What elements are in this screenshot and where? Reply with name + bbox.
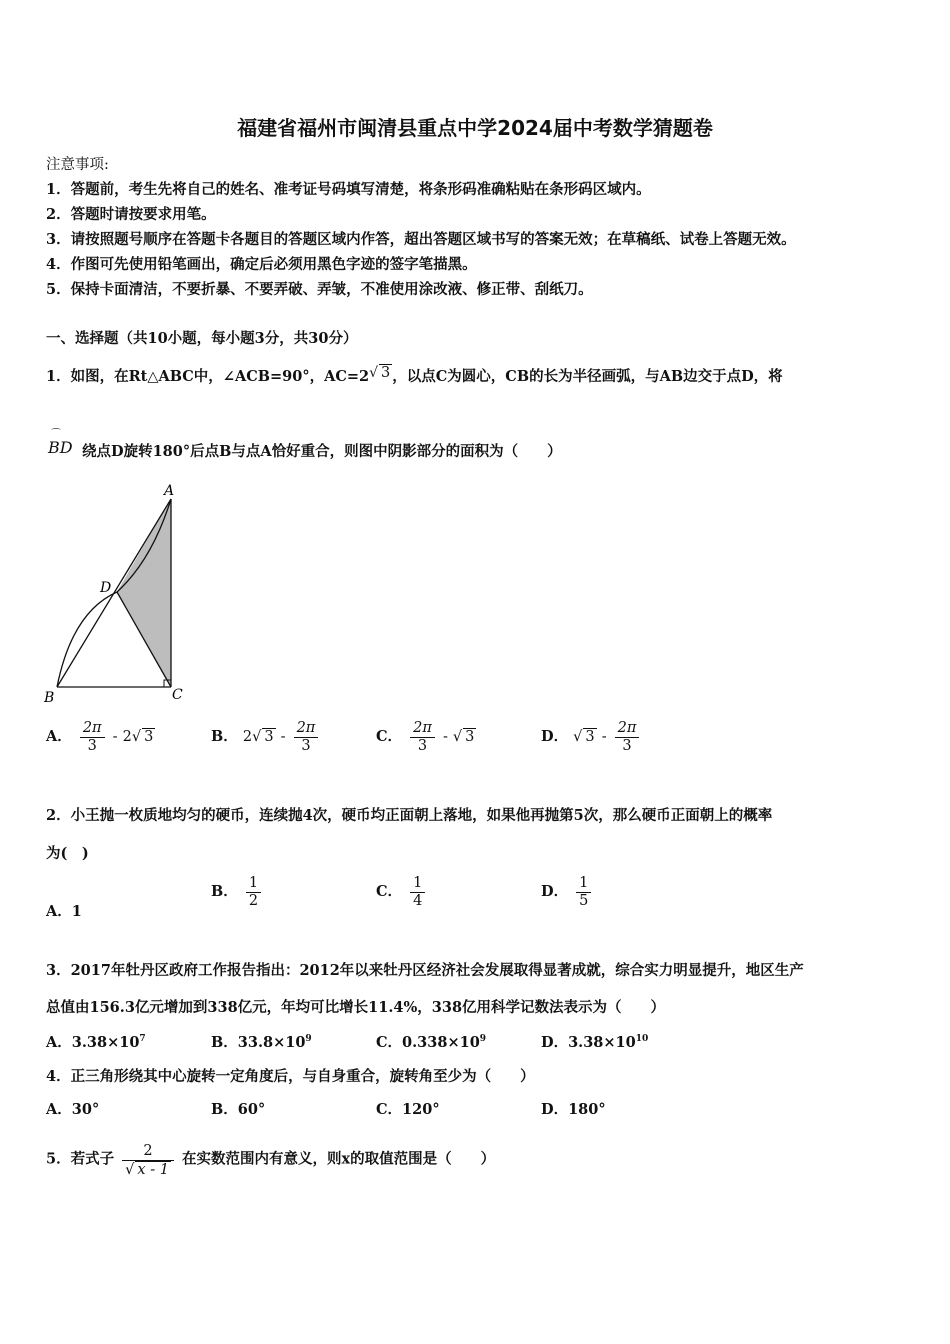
q4-option-c-value: 120°	[402, 1101, 440, 1118]
q2-b-num: 1	[246, 875, 261, 893]
label-a: A	[164, 483, 175, 499]
q3-d-base: 3.38×10	[568, 1034, 636, 1051]
q1-d-rad: 3	[585, 729, 595, 746]
q4-option-b[interactable]	[211, 1098, 265, 1119]
q4-option-a-value: 30°	[71, 1101, 100, 1118]
q1-figure	[40, 482, 200, 707]
label-c: C	[172, 687, 183, 703]
q3-text-line1: 3．2017年牡丹区政府工作报告指出：2012年以来牡丹区经济社会发展取得显著成就，综合实力明显提升，地区生产	[46, 962, 804, 979]
q1-c-num: 2π	[410, 720, 435, 738]
q5-prefix: 5．若式子	[46, 1150, 115, 1168]
q1-a-rad: 3	[144, 729, 154, 746]
q2-text-line1: 2．小王抛一枚质地均匀的硬币，连续抛4次，硬币均正面朝上落地，如果他再抛第5次，那么硬币正面朝上的概率	[46, 807, 773, 824]
q3-a-exp: 7	[139, 1034, 146, 1045]
q1-option-b-label: B．	[211, 728, 238, 746]
note-item-3: 3．请按照题号顺序在答题卡各题目的答题区域内作答，超出答题区域书写的答案无效；在草稿纸、试卷上答题无效。	[46, 231, 796, 248]
q4-option-d-label: D．	[541, 1101, 569, 1118]
q1-option-d-label: D．	[541, 728, 569, 746]
q1-sqrt-value: 3	[381, 365, 391, 381]
q1-option-c[interactable]: C． $\frac{2\pi}{3}$ - √ 3	[376, 720, 475, 754]
q3-option-c-label: C．	[376, 1034, 403, 1051]
q1-c-den: 3	[417, 737, 428, 754]
q3-option-b[interactable]	[211, 1031, 312, 1052]
q1-d-op: -	[601, 729, 607, 746]
q1-a-num: 2π	[80, 720, 105, 738]
q1-arc-label: ⌒ BD	[48, 429, 73, 457]
q1-arc-label-text: BD	[48, 438, 73, 457]
q1-option-c-label: C．	[376, 728, 403, 746]
q2-option-c[interactable]	[376, 875, 428, 909]
q4-option-a-label: A．	[46, 1101, 72, 1118]
q4-option-c[interactable]	[376, 1098, 440, 1119]
notes-heading: 注意事项:	[46, 157, 109, 173]
q5-den: x - 1	[137, 1161, 169, 1178]
q2-option-b[interactable]	[211, 875, 264, 909]
q2-option-a-value: 1	[71, 903, 82, 920]
q2-option-d-label: D．	[541, 883, 569, 901]
q4-option-c-label: C．	[376, 1101, 403, 1118]
section-heading: 一、选择题（共10小题，每小题3分，共30分）	[46, 330, 358, 347]
q1-c-rad: 3	[465, 729, 475, 746]
q4-option-d-value: 180°	[568, 1101, 606, 1118]
q4-option-a[interactable]	[46, 1098, 99, 1119]
q2-c-num: 1	[410, 875, 425, 893]
q1-text-a: 1．如图，在Rt△ABC中，∠ACB=90°，AC=2	[46, 368, 370, 385]
q3-text-line2: 总值由156.3亿元增加到338亿元，年均可比增长11.4%，338亿用科学记数法表示为（ ）	[46, 999, 666, 1016]
q2-option-a-label: A．	[46, 903, 72, 920]
q1-a-coef: 2	[122, 729, 132, 746]
q3-option-c[interactable]	[376, 1031, 486, 1052]
q4-option-b-label: B．	[211, 1101, 238, 1118]
page-title: 福建省福州市闽清县重点中学2024届中考数学猜题卷	[237, 116, 713, 140]
q2-c-den: 4	[413, 892, 423, 909]
q5-text: 5．若式子 $\frac{2}{√ x - 1}$ 在实数范围内有意义，则x的取值范围是（ ）	[46, 1143, 496, 1178]
q2-option-c-label: C．	[376, 883, 403, 901]
q1-b-rad: 3	[264, 729, 274, 746]
q1-d-den: 3	[622, 737, 632, 754]
q2-d-den: 5	[579, 892, 589, 909]
q2-text-line2: 为( )	[46, 845, 89, 862]
q4-option-b-value: 60°	[237, 1101, 266, 1118]
q3-c-exp: 9	[479, 1034, 487, 1045]
q1-a-den: 3	[87, 737, 97, 754]
q2-option-d[interactable]	[541, 875, 594, 909]
q3-option-a[interactable]	[46, 1031, 146, 1052]
q1-b-den: 3	[301, 737, 311, 754]
q4-text-line1: 4．正三角形绕其中心旋转一定角度后，与自身重合，旋转角至少为（ ）	[46, 1068, 535, 1085]
q2-b-den: 2	[248, 892, 259, 909]
q1-option-d[interactable]: D． √ 3 - $\frac{2\pi}{3}$	[541, 720, 642, 754]
q3-d-exp: 10	[635, 1034, 649, 1045]
q3-option-b-label: B．	[211, 1034, 238, 1051]
q2-option-b-label: B．	[211, 883, 238, 901]
q1-a-op: -	[112, 729, 118, 746]
q2-d-num: 1	[576, 875, 591, 893]
q3-c-base: 0.338×10	[402, 1034, 480, 1051]
q3-option-d[interactable]	[541, 1031, 648, 1052]
q1-text-b: ，以点C为圆心，CB的长为半径画弧，与AB边交于点D，将	[392, 368, 783, 385]
q1-option-b[interactable]: B． 2√ 3 - $\frac{2\pi}{3}$	[211, 720, 321, 754]
q5-num: 2	[122, 1143, 174, 1161]
label-d: D	[100, 580, 112, 596]
q5-suffix: 在实数范围内有意义，则x的取值范围是（ ）	[182, 1150, 496, 1168]
q1-option-a-label: A．	[46, 728, 72, 746]
q1-c-op: -	[442, 729, 448, 746]
q4-option-d[interactable]	[541, 1098, 606, 1119]
q1-text-line1: 1．如图，在Rt△ABC中，∠ACB=90°，AC=2√ 3 ，以点C为圆心，CB的长为半径画弧，与AB边交于点D，将	[46, 365, 783, 385]
q3-option-d-label: D．	[541, 1034, 569, 1051]
note-item-4: 4．作图可先使用铅笔画出，确定后必须用黑色字迹的签字笔描黑。	[46, 256, 477, 273]
q1-option-a[interactable]: A． $\frac{2\pi}{3}$ - 2√ 3	[46, 720, 154, 754]
q3-b-exp: 9	[305, 1034, 312, 1045]
q3-b-base: 33.8×10	[237, 1034, 306, 1051]
q1-b-num: 2π	[294, 720, 319, 738]
note-item-2: 2．答题时请按要求用笔。	[46, 206, 216, 223]
label-b: B	[44, 690, 55, 706]
note-item-5: 5．保持卡面清洁，不要折暴、不要弄破、弄皱，不准使用涂改液、修正带、刮纸刀。	[46, 281, 593, 298]
shaded-region-lower	[117, 499, 171, 687]
q1-b-coef: 2	[242, 729, 253, 746]
q1-b-op: -	[280, 729, 286, 746]
q1-d-num: 2π	[615, 720, 640, 738]
q2-option-a[interactable]	[46, 900, 82, 921]
q3-option-a-label: A．	[46, 1034, 72, 1051]
q1-text-line2: 绕点D旋转180°后点B与点A恰好重合，则图中阴影部分的面积为（ ）	[82, 443, 562, 460]
note-item-1: 1．答题前，考生先将自己的姓名、准考证号码填写清楚，将条形码准确粘贴在条形码区域内。	[46, 181, 651, 198]
q3-a-base: 3.38×10	[71, 1034, 140, 1051]
